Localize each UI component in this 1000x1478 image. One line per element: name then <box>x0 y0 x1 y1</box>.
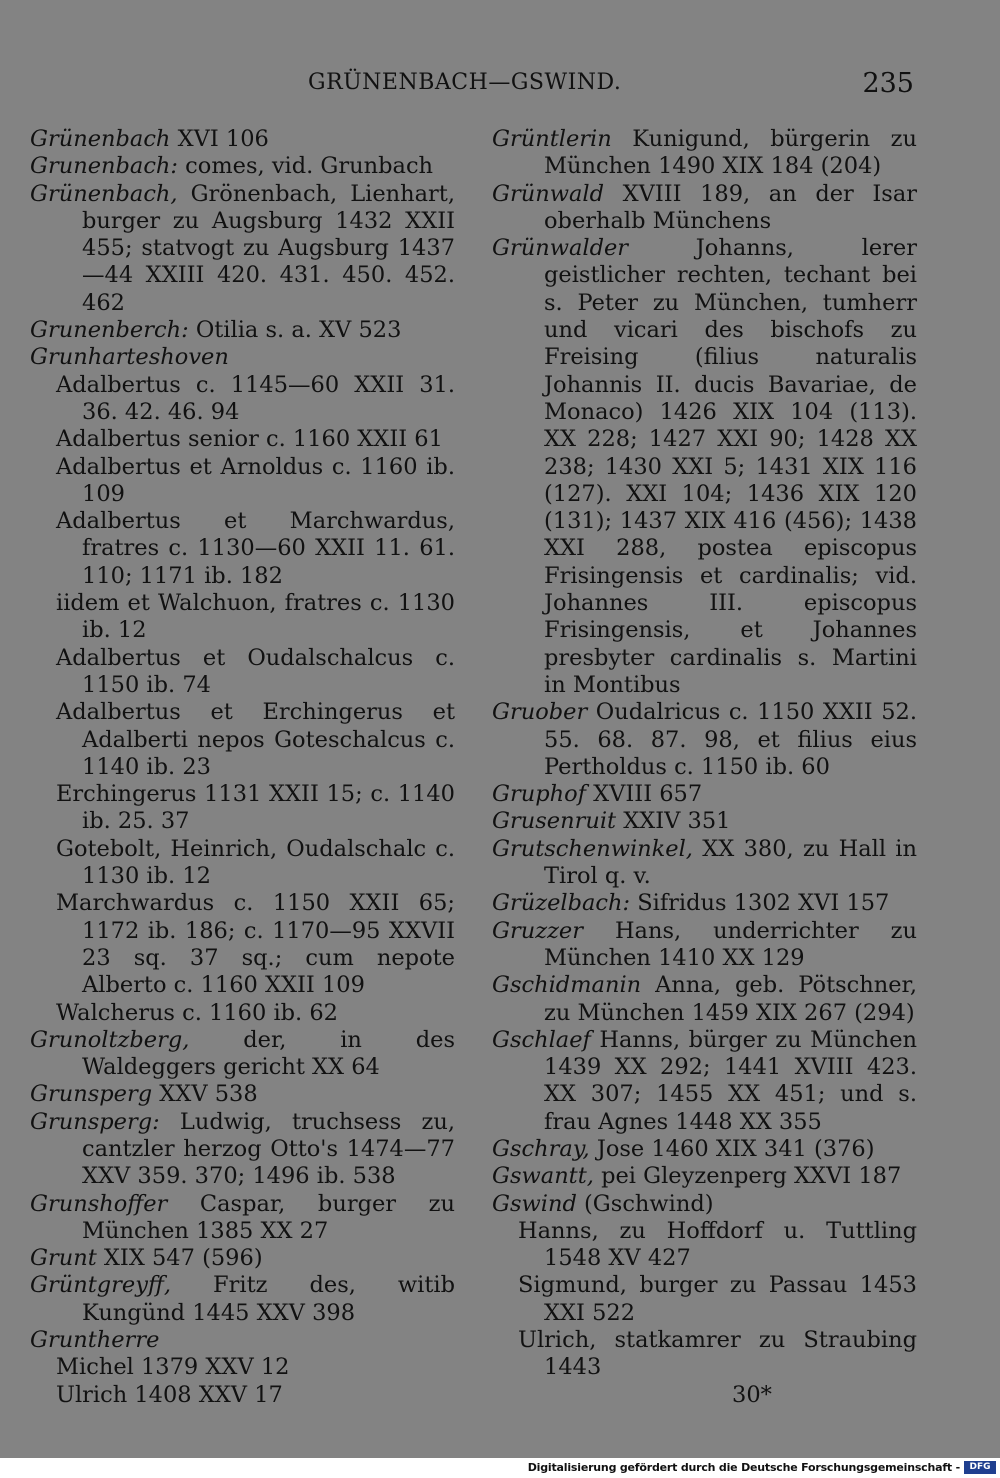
entry-text: Sifridus 1302 XVI 157 <box>630 890 890 917</box>
index-entry <box>492 1191 917 1218</box>
entry-text: der, in des Waldeggers gericht XX 64 <box>82 1026 455 1081</box>
headword: Grünwald <box>492 180 604 207</box>
entry-text: Marchwardus c. 1150 XXII 65; 1172 ib. 186; c. 1170—95 XXVII 23 sq. 37 sq.; cum nepote Alberto c. 1160 XXII 109 <box>56 890 455 999</box>
entry-text: XIX 547 (596) <box>96 1245 263 1272</box>
index-entry <box>30 181 455 317</box>
index-entry <box>30 1327 455 1354</box>
entry-text: Hanns, bürger zu München 1439 XX 292; 1441 XVIII 423. XX 307; 1455 XX 451; und s. frau Agnes 1448 XX 355 <box>544 1026 917 1135</box>
index-entry <box>30 153 455 180</box>
entry-text: Caspar, burger zu München 1385 XX 27 <box>82 1190 455 1244</box>
index-entry <box>492 1136 917 1163</box>
index-entry <box>492 972 917 1027</box>
sub-entry <box>30 1354 455 1381</box>
headword: Gruzzer <box>492 917 583 944</box>
index-entry <box>492 890 917 917</box>
entry-text: Ulrich, statkamrer zu Straubing 1443 <box>518 1327 917 1381</box>
entry-text: XVI 106 <box>170 126 269 152</box>
index-entry <box>492 808 917 835</box>
index-entry <box>30 1245 455 1272</box>
sub-entry <box>30 781 455 836</box>
sub-entry <box>30 645 455 700</box>
entry-text: XX 380, zu Hall in Tirol q. v. <box>544 835 917 890</box>
entry-text: Kunigund, bürgerin zu München 1490 XIX 184 (204) <box>544 126 917 180</box>
headword: Gschidmanin <box>492 972 642 999</box>
sub-entry <box>30 426 455 453</box>
headword: Grünwalder <box>492 235 629 262</box>
index-entry <box>492 781 917 808</box>
entry-text: Ludwig, truchsess zu, cantzler herzog Otto's 1474—77 XXV 359. 370; 1496 ib. 538 <box>82 1108 455 1190</box>
headword: Grunsperg: <box>30 1108 160 1135</box>
entry-text: Anna, geb. Pötschner, zu München 1459 XIX 267 (294) <box>544 972 917 1026</box>
sub-entry <box>30 699 455 781</box>
headword: Gswind <box>492 1190 577 1217</box>
index-entry <box>492 699 917 781</box>
index-entry <box>30 1109 455 1191</box>
headword: Gschlaef <box>492 1026 591 1053</box>
entry-text: Gotebolt, Heinrich, Oudalschalc c. 1130 ib. 12 <box>56 835 455 890</box>
headword: Grünenbach <box>30 126 171 152</box>
headword: Gswantt, <box>492 1163 594 1190</box>
index-entry <box>492 235 917 699</box>
entry-text: XXIV 351 <box>616 808 731 835</box>
right-column <box>492 126 917 1409</box>
entry-text: Adalbertus et Arnoldus c. 1160 ib. 109 <box>56 453 455 507</box>
headword: Grünenbach, <box>30 180 178 207</box>
entry-text: (Gschwind) <box>576 1190 714 1217</box>
headword: Grunharteshoven <box>30 344 229 371</box>
index-entry <box>30 1272 455 1327</box>
entry-text: Ulrich 1408 XXV 17 <box>56 1381 283 1408</box>
index-entry <box>492 181 917 236</box>
sub-entry <box>30 508 455 590</box>
entry-text: XXV 538 <box>152 1081 258 1108</box>
headword: Grüntlerin <box>492 126 612 152</box>
headword: Gschray, <box>492 1135 590 1162</box>
entry-text: iidem et Walchuon, fratres c. 1130 ib. 12 <box>56 590 455 644</box>
sub-entry <box>30 454 455 509</box>
entry-text: Otilia s. a. XV 523 <box>188 317 402 344</box>
footer <box>0 1458 1000 1478</box>
dfg-logo: DFG <box>964 1461 996 1474</box>
headword: Grutschenwinkel, <box>492 835 693 862</box>
index-entry <box>492 918 917 973</box>
entry-text: Oudalricus c. 1150 XXII 52. 55. 68. 87. 98, et filius eius Pertholdus c. 1150 ib. 60 <box>544 699 917 780</box>
entry-text: Jose 1460 XIX 341 (376) <box>589 1135 875 1162</box>
sub-entry <box>492 1218 917 1273</box>
sub-entry <box>492 1272 917 1327</box>
headword: Grunoltzberg, <box>30 1026 190 1053</box>
index-entry <box>492 836 917 891</box>
index-entry <box>30 1191 455 1246</box>
index-entry <box>492 1027 917 1136</box>
signature-mark: 30* <box>732 1381 772 1408</box>
index-entry <box>492 126 917 181</box>
running-head <box>0 66 1000 106</box>
sub-entry <box>492 1327 917 1382</box>
entry-text: XVIII 189, an der Isar oberhalb Münchens <box>544 180 917 234</box>
entry-text: Adalbertus et Marchwardus, fratres c. 1130—60 XXII 11. 61. 110; 1171 ib. 182 <box>56 508 455 589</box>
sub-entry <box>30 1382 455 1409</box>
entry-text: Grönenbach, Lienhart, burger zu Augsburg 1432 XXII 455; statvogt zu Augsburg 1437—44 XXIII 420. 431. 450. 452. 462 <box>82 180 455 316</box>
page-number: 235 <box>862 68 914 99</box>
index-entry <box>30 126 455 153</box>
digitization-credit: Digitalisierung gefördert durch die Deutsche Forschungsgemeinschaft - <box>527 1461 960 1474</box>
headword: Grunshoffer <box>30 1190 168 1217</box>
left-column <box>30 126 455 1409</box>
sub-entry <box>30 372 455 427</box>
entry-text: comes, vid. Grunbach <box>178 153 434 180</box>
entry-text: Adalbertus et Erchingerus et Adalberti nepos Goteschalcus c. 1140 ib. 23 <box>56 699 455 780</box>
entry-text: Adalbertus senior c. 1160 XXII 61 <box>56 426 443 453</box>
entry-text: Adalbertus c. 1145—60 XXII 31. 36. 42. 46. 94 <box>56 371 455 425</box>
headword: Grüzelbach: <box>492 890 631 917</box>
entry-text: Adalbertus et Oudalschalcus c. 1150 ib. 74 <box>56 644 455 698</box>
headword: Gruphof <box>492 781 586 808</box>
headword: Grunenbach: <box>30 153 179 180</box>
sub-entry <box>30 590 455 645</box>
index-entry <box>30 317 455 344</box>
index-entry <box>30 1081 455 1108</box>
index-entry <box>492 1163 917 1190</box>
entry-text: Fritz des, witib Kungünd 1445 XXV 398 <box>82 1272 455 1326</box>
entry-text: Sigmund, burger zu Passau 1453 XXI 522 <box>518 1272 917 1326</box>
headword: Grunsperg <box>30 1081 153 1108</box>
entry-text: Erchingerus 1131 XXII 15; c. 1140 ib. 25. 37 <box>56 781 455 835</box>
entry-text: Hans, underrichter zu München 1410 XX 129 <box>544 917 917 971</box>
running-title: GRÜNENBACH—GSWIND. <box>308 70 622 95</box>
headword: Grunenberch: <box>30 317 189 344</box>
headword: Gruober <box>492 699 588 726</box>
sub-entry <box>30 836 455 891</box>
entry-text: Michel 1379 XXV 12 <box>56 1354 290 1381</box>
entry-text: Walcherus c. 1160 ib. 62 <box>56 999 338 1026</box>
index-entry <box>30 344 455 371</box>
headword: Grüntgreyff, <box>30 1272 172 1299</box>
entry-text: pei Gleyzenperg XXVI 187 <box>593 1163 902 1190</box>
index-entry <box>30 1027 455 1082</box>
entry-text: Hanns, zu Hoffdorf u. Tuttling 1548 XV 427 <box>518 1217 917 1272</box>
sub-entry <box>30 890 455 999</box>
headword: Gruntherre <box>30 1327 160 1354</box>
entry-text: XVIII 657 <box>586 781 703 808</box>
entry-text: Johanns, lerer geistlicher rechten, techant bei s. Peter zu München, tumherr und vicari des bischofs zu Freising (filius naturalis Johannis II. ducis Bavariae, de Monaco) 1426 XIX 104 (113). XX 228; 1427 XXI 90; 1428 XX 238; 1430 XXI 5; 1431 XIX 116 (127). XXI 104; 1436 XIX 120 (131); 1437 XIX 416 (456); 1438 XXI 288, postea episcopus Frisingensis et cardinalis; vid. Johannes III. episcopus Frisingensis, et Johannes presbyter cardinalis s. Martini in Montibus <box>544 235 917 698</box>
headword: Grusenruit <box>492 808 617 835</box>
headword: Grunt <box>30 1245 97 1272</box>
sub-entry <box>30 1000 455 1027</box>
